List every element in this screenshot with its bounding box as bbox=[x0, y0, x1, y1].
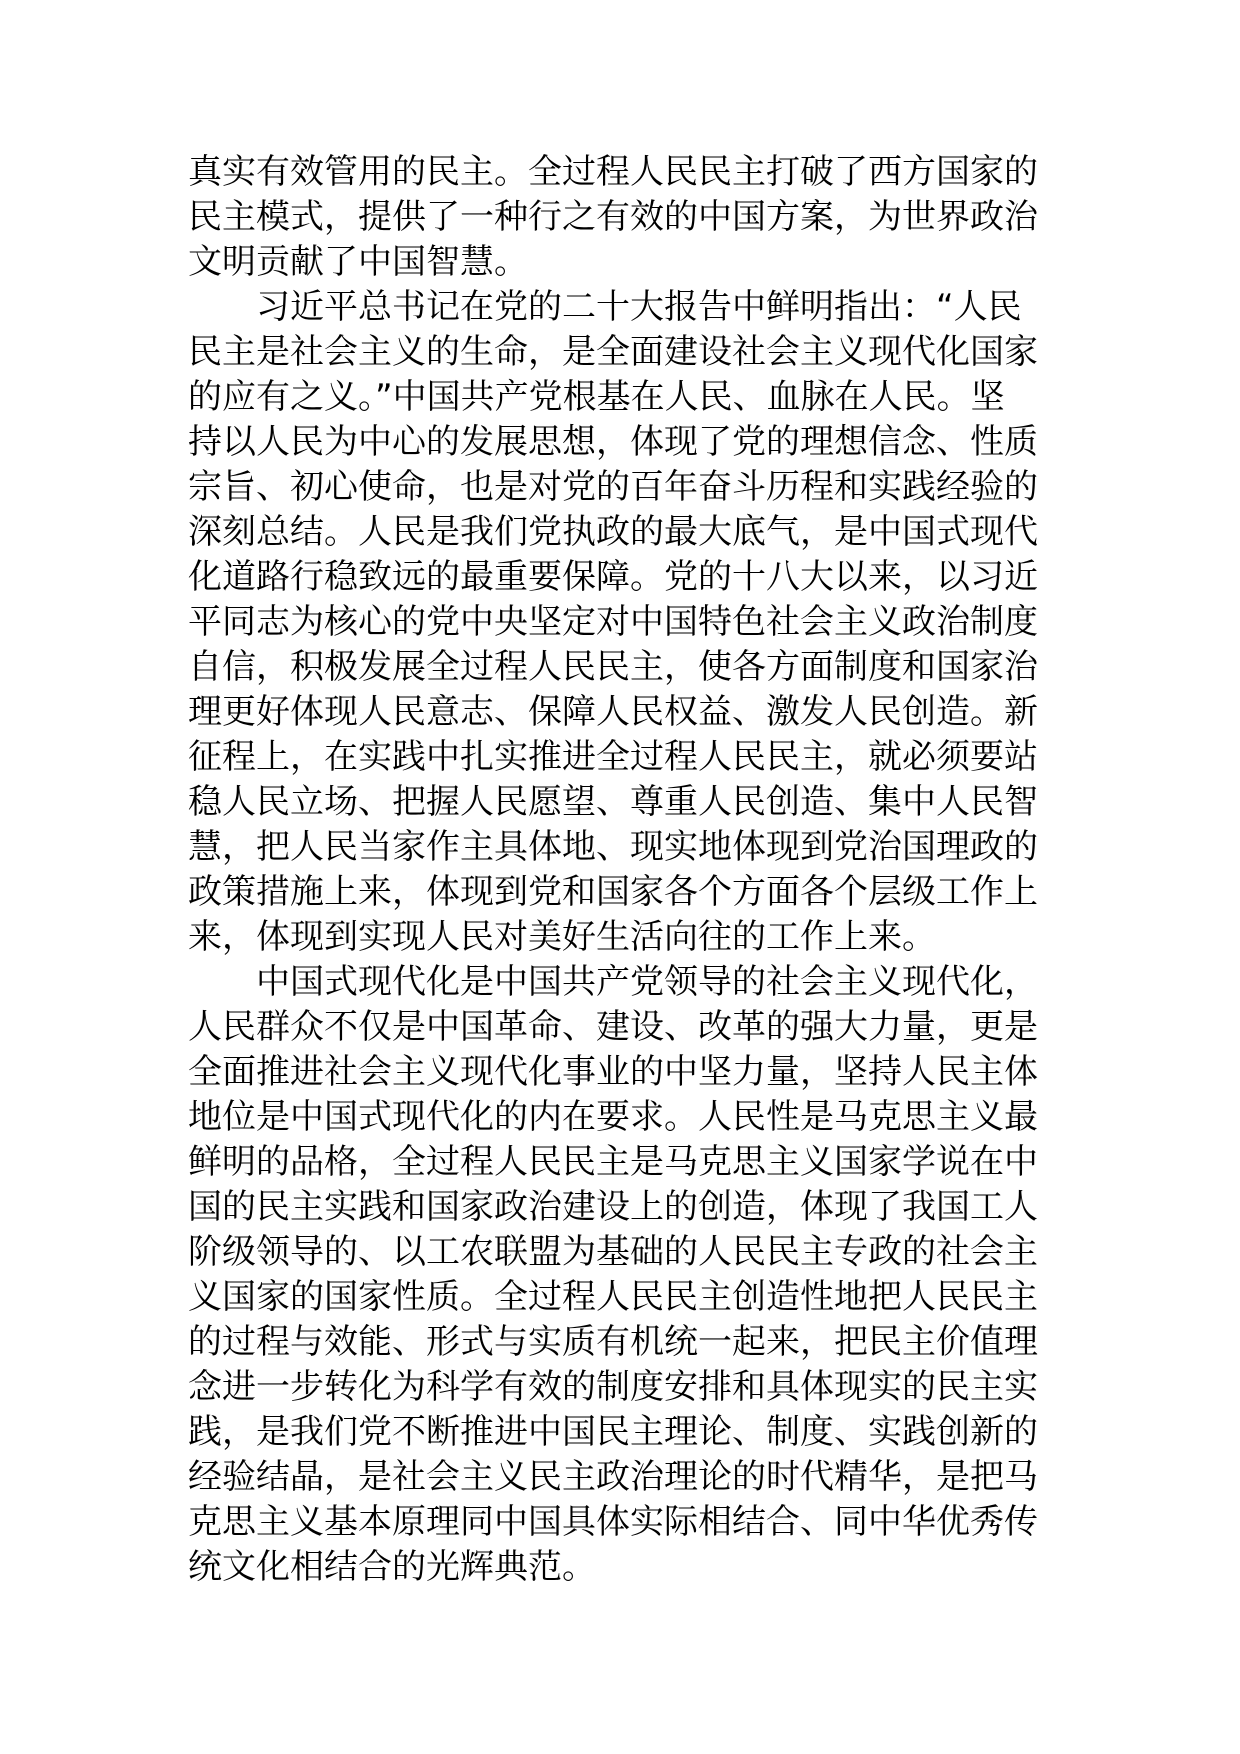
text-line: 深刻总结。人民是我们党执政的最大底气，是中国式现代 bbox=[188, 512, 1038, 552]
text-line: 统文化相结合的光辉典范。 bbox=[188, 1547, 596, 1587]
text-line: 阶级领导的、以工农联盟为基础的人民民主专政的社会主 bbox=[188, 1232, 1038, 1272]
text-line: 全面推进社会主义现代化事业的中坚力量，坚持人民主体 bbox=[188, 1052, 1038, 1092]
text-line: 地位是中国式现代化的内在要求。人民性是马克思主义最 bbox=[188, 1097, 1038, 1137]
text-line: 化道路行稳致远的最重要保障。党的十八大以来，以习近 bbox=[188, 557, 1038, 597]
text-line: 习近平总书记在党的二十大报告中鲜明指出：“人民 bbox=[188, 287, 1022, 327]
text-line: 宗旨、初心使命，也是对党的百年奋斗历程和实践经验的 bbox=[188, 467, 1038, 507]
text-line: 的应有之义。”中国共产党根基在人民、血脉在人民。坚 bbox=[188, 377, 1005, 417]
text-line: 克思主义基本原理同中国具体实际相结合、同中华优秀传 bbox=[188, 1502, 1038, 1542]
text-line: 中国式现代化是中国共产党领导的社会主义现代化， bbox=[188, 962, 1038, 1002]
text-line: 念进一步转化为科学有效的制度安排和具体现实的民主实 bbox=[188, 1367, 1038, 1407]
text-line: 国的民主实践和国家政治建设上的创造，体现了我国工人 bbox=[188, 1187, 1038, 1227]
text-line: 来，体现到实现人民对美好生活向往的工作上来。 bbox=[188, 917, 936, 957]
text-line: 持以人民为中心的发展思想，体现了党的理想信念、性质 bbox=[188, 422, 1038, 462]
text-line: 经验结晶，是社会主义民主政治理论的时代精华，是把马 bbox=[188, 1457, 1038, 1497]
text-line: 自信，积极发展全过程人民民主，使各方面制度和国家治 bbox=[188, 647, 1038, 687]
text-line: 的过程与效能、形式与实质有机统一起来，把民主价值理 bbox=[188, 1322, 1038, 1362]
text-line: 践，是我们党不断推进中国民主理论、制度、实践创新的 bbox=[188, 1412, 1038, 1452]
text-line: 人民群众不仅是中国革命、建设、改革的强大力量，更是 bbox=[188, 1007, 1038, 1047]
text-line: 平同志为核心的党中央坚定对中国特色社会主义政治制度 bbox=[188, 602, 1038, 642]
text-line: 稳人民立场、把握人民愿望、尊重人民创造、集中人民智 bbox=[188, 782, 1038, 822]
text-line: 民主是社会主义的生命，是全面建设社会主义现代化国家 bbox=[188, 332, 1038, 372]
text-line: 真实有效管用的民主。全过程人民民主打破了西方国家的 bbox=[188, 152, 1038, 192]
text-line: 理更好体现人民意志、保障人民权益、激发人民创造。新 bbox=[188, 692, 1038, 732]
text-line: 义国家的国家性质。全过程人民民主创造性地把人民民主 bbox=[188, 1277, 1038, 1317]
text-line: 慧，把人民当家作主具体地、现实地体现到党治国理政的 bbox=[188, 827, 1038, 867]
text-line: 政策措施上来，体现到党和国家各个方面各个层级工作上 bbox=[188, 872, 1038, 912]
document-body-text bbox=[188, 150, 1056, 1590]
text-line: 征程上，在实践中扎实推进全过程人民民主，就必须要站 bbox=[188, 737, 1038, 777]
text-line: 鲜明的品格，全过程人民民主是马克思主义国家学说在中 bbox=[188, 1142, 1038, 1182]
text-line: 文明贡献了中国智慧。 bbox=[188, 242, 528, 282]
text-line: 民主模式，提供了一种行之有效的中国方案，为世界政治 bbox=[188, 197, 1038, 237]
